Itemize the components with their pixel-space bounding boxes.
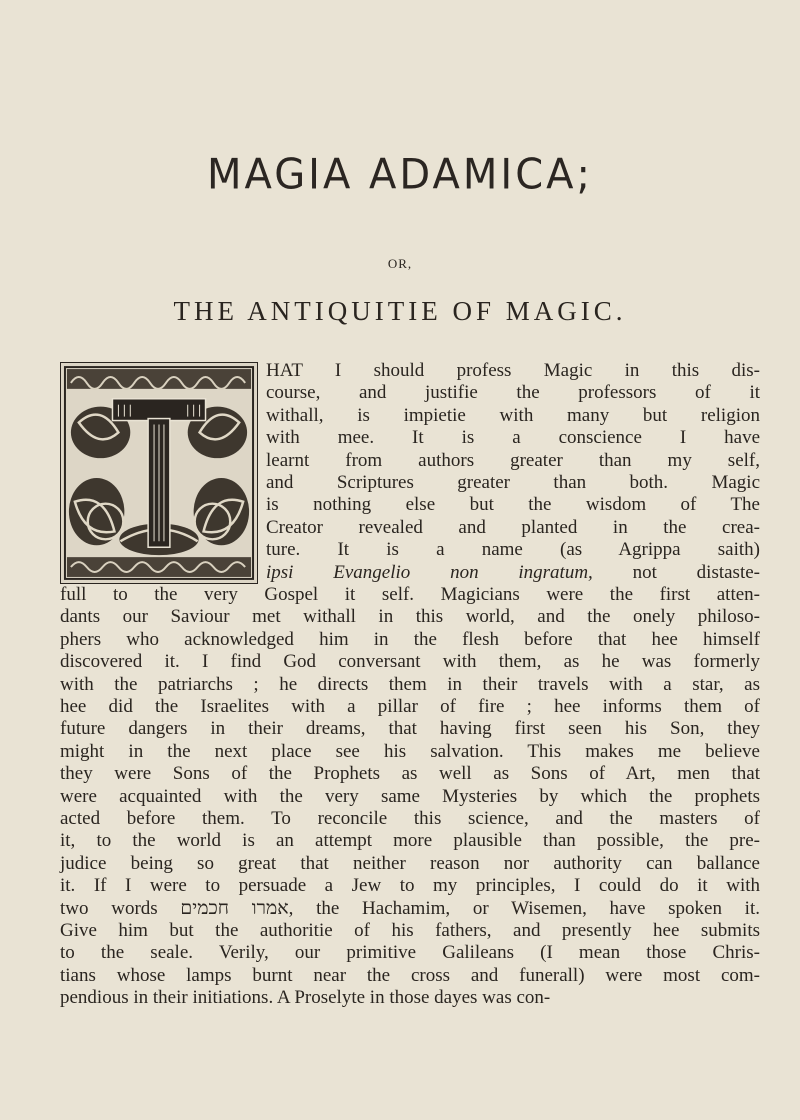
- text-line: hee did the Israelites with a pillar of fire ; hee informs them of: [60, 696, 760, 717]
- text-line: course, and justifie the professors of it: [266, 382, 760, 404]
- text-line: Give him but the authoritie of his fathers, and presently hee submits: [60, 920, 760, 941]
- text-line: future dangers in their dreams, that having first seen his Son, they: [60, 718, 760, 740]
- book-subtitle: THE ANTIQUITIE OF MAGIC.: [173, 296, 627, 326]
- text-line: it, to the world is an attempt more plausible than possible, the pre-: [60, 830, 760, 852]
- text-line: it. If I were to persuade a Jew to my principles, I could do it with: [60, 875, 760, 897]
- title-conjunction: OR,: [387, 256, 413, 271]
- ornamental-initial-icon: [61, 363, 257, 583]
- book-title: MAGIA ADAMICA;: [207, 150, 593, 200]
- text-line: with mee. It is a conscience I have: [266, 427, 760, 449]
- text-line: two words אמרו חכמים, the Hachamim, or Wisemen, have spoken it.: [60, 897, 760, 919]
- text-line: judice being so great that neither reason nor authority can ballance: [60, 852, 760, 874]
- text-line: acted before them. To reconcile this science, and the masters of: [60, 808, 760, 829]
- text-line: Creator revealed and planted in the crea-: [266, 516, 760, 538]
- text-line: dants our Saviour met withall in this world, and the onely philoso-: [60, 606, 760, 628]
- text-line: learnt from authors greater than my self,: [266, 449, 760, 471]
- line-rest: not distaste-: [592, 561, 760, 583]
- text-line: might in the next place see his salvation. This makes me believe: [60, 740, 760, 762]
- text-line: with the patriarchs ; he directs them in their travels with a star, as: [60, 673, 760, 695]
- text-line: ture. It is a name (as Agrippa saith): [266, 539, 760, 561]
- text-line: tians whose lamps burnt near the cross and funerall) were most com-: [60, 964, 760, 986]
- text-line: withall, is impietie with many but religion: [266, 404, 760, 426]
- text-line: discovered it. I find God conversant with them, as he was formerly: [60, 651, 760, 673]
- decorated-initial-letter: [60, 362, 258, 584]
- text-line: and Scriptures greater than both. Magic: [266, 472, 760, 493]
- latin-phrase: ipsi Evangelio non ingratum,: [266, 561, 593, 583]
- text-line: were acquainted with the very same Mysteries by which the prophets: [60, 785, 760, 807]
- text-line: pendious in their initiations. A Proselyte in those dayes was con-: [60, 987, 551, 1009]
- text-line: HAT I should profess Magic in this dis-: [266, 360, 760, 381]
- text-line: phers who acknowledged him in the flesh before that hee himself: [60, 628, 760, 650]
- text-line: to the seale. Verily, our primitive Galileans (I mean those Chris-: [60, 942, 760, 964]
- text-line: full to the very Gospel it self. Magicians were the first atten-: [60, 584, 760, 605]
- text-line: they were Sons of the Prophets as well as Sons of Art, men that: [60, 763, 760, 785]
- text-line: [266, 562, 760, 584]
- text-line: is nothing else but the wisdom of The: [266, 494, 760, 516]
